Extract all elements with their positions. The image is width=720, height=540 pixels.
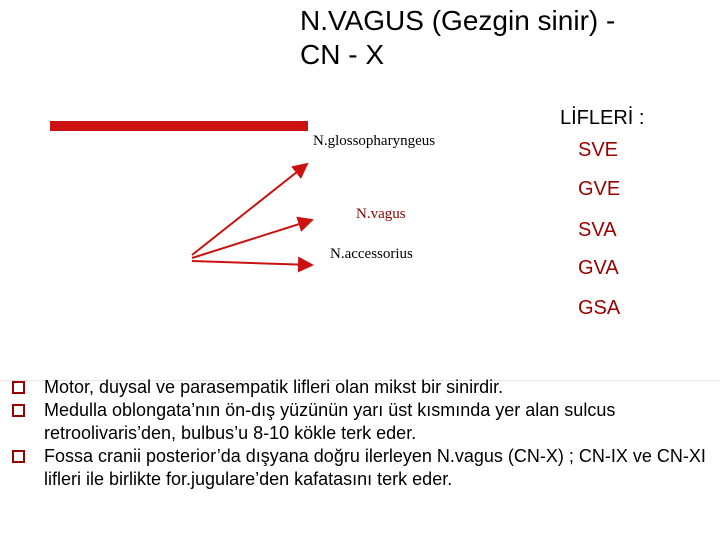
fiber-item: GVA [578, 257, 619, 279]
notes-list [12, 376, 712, 491]
note-item [12, 376, 712, 399]
hollow-square-bullet-icon [12, 450, 25, 463]
arrow-to-glossopharyngeus [192, 164, 307, 255]
nerve-label-glossopharyngeus: N.glossopharyngeus [313, 133, 436, 149]
hollow-square-bullet-icon [12, 404, 25, 417]
title-line-1: N.VAGUS (Gezgin sinir) - [300, 5, 616, 36]
note-text: Fossa cranii posterior’da dışyana doğru ilerleyen N.vagus (CN-X) ; CN-IX ve CN-XI lifleri ile birlikte for.jugulare’den kafatasını terk eder. [44, 446, 706, 489]
note-item [12, 445, 712, 491]
fiber-item: SVA [578, 219, 617, 241]
note-item [12, 399, 712, 445]
fiber-item: GVE [578, 178, 621, 200]
fibers-heading: LİFLERİ : [560, 107, 645, 129]
arrow-to-accessorius [192, 261, 312, 265]
nerve-label-accessorius: N.accessorius [330, 246, 413, 262]
arrow-to-vagus [192, 220, 312, 258]
nerve-label-vagus: N.vagus [356, 206, 406, 222]
note-text: Motor, duysal ve parasempatik lifleri olan mikst bir sinirdir. [44, 377, 504, 397]
title-line-2: CN - X [300, 39, 384, 70]
hollow-square-bullet-icon [12, 381, 25, 394]
fiber-item: GSA [578, 297, 621, 319]
note-text: Medulla oblongata’nın ön-dış yüzünün yarı üst kısmında yer alan sulcus retroolivaris’den, bulbus’u 8-10 kökle terk eder. [44, 400, 616, 443]
fiber-item: SVE [578, 139, 619, 161]
